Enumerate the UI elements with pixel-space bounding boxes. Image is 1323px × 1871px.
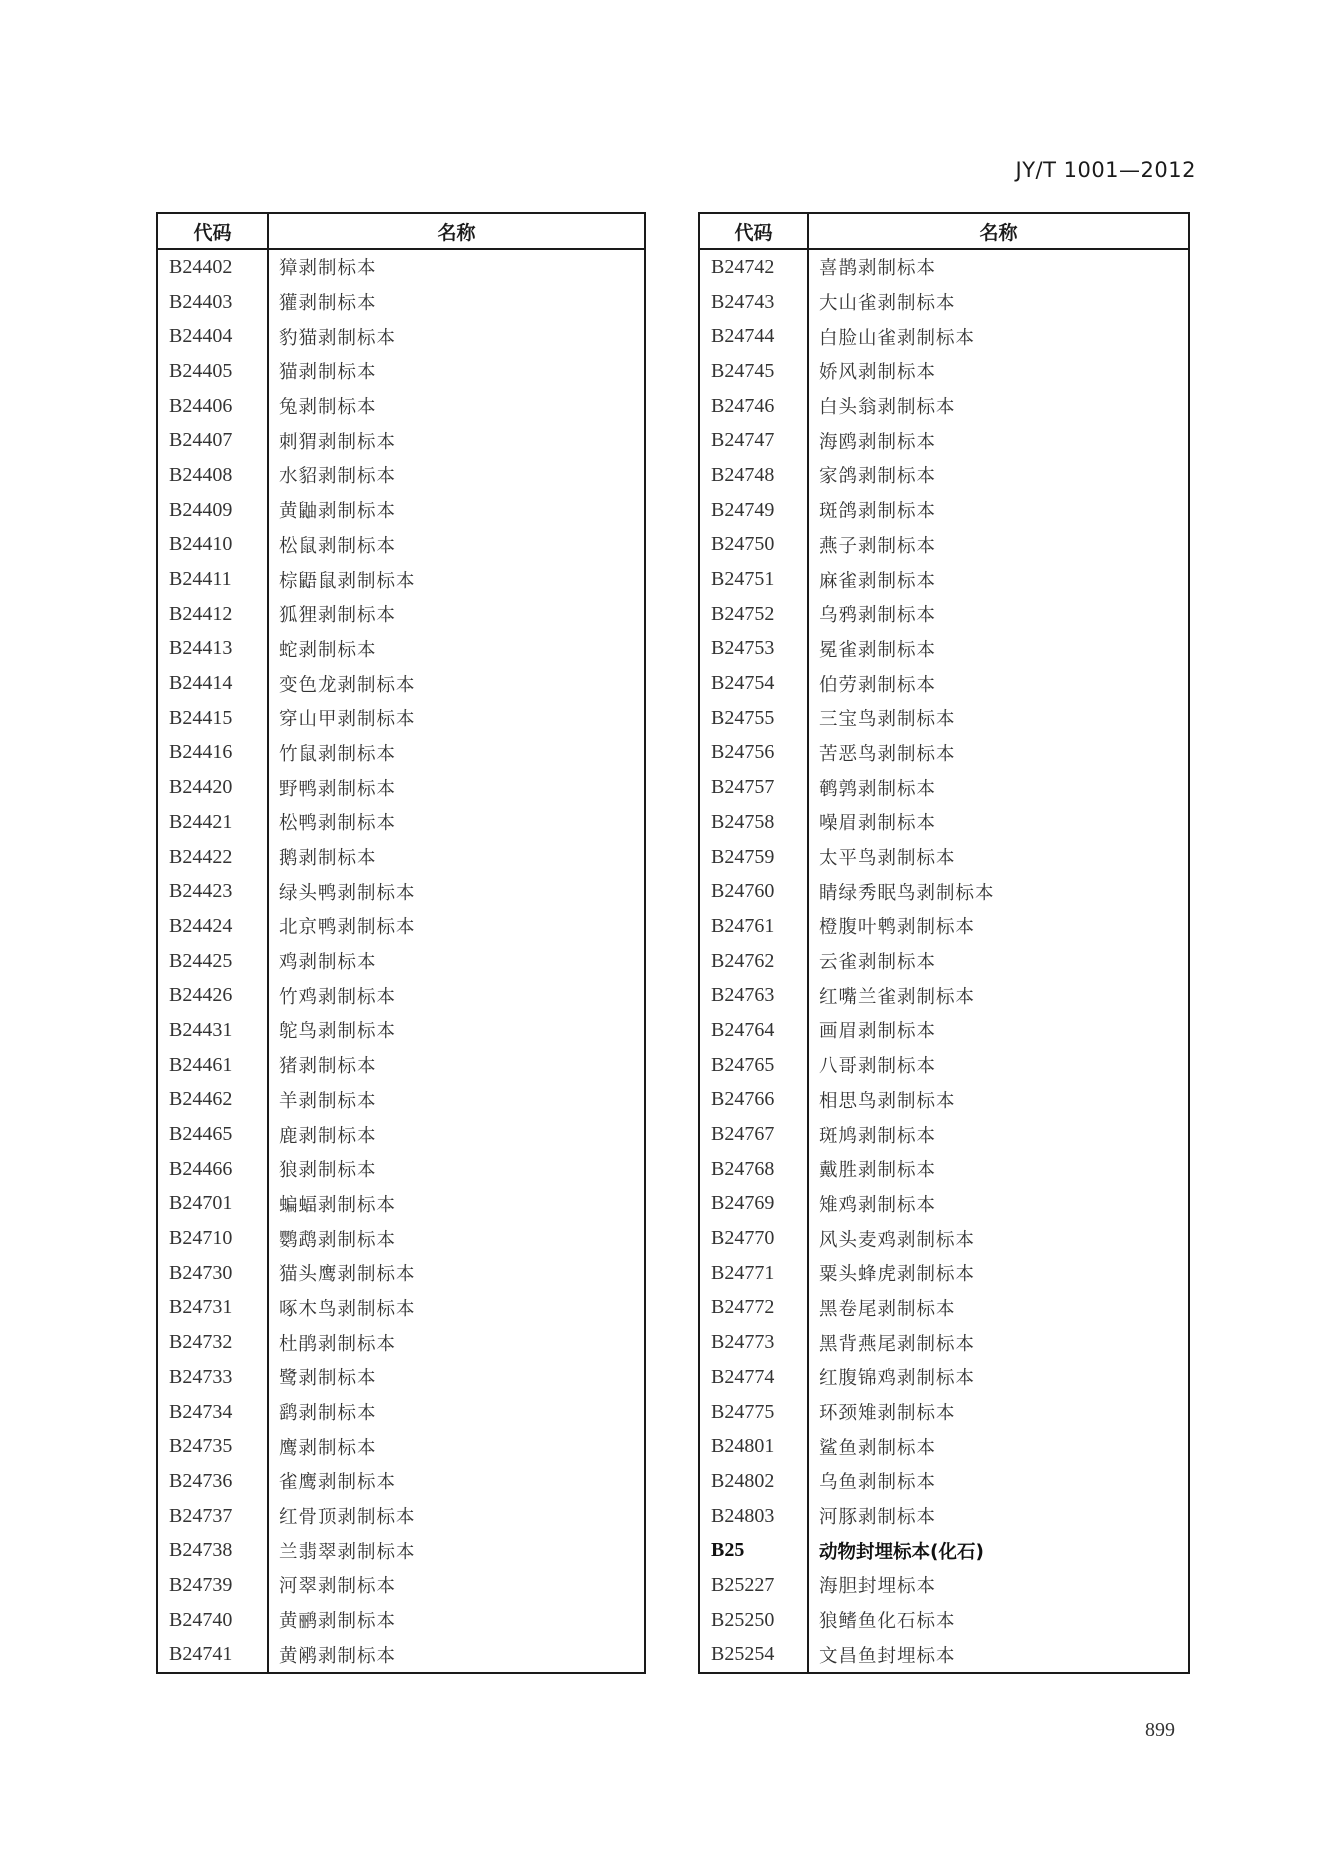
cell-name: 文昌鱼封埋标本 bbox=[819, 1645, 956, 1667]
cell-code: B24740 bbox=[157, 1603, 268, 1638]
cell-code: B24757 bbox=[699, 770, 808, 805]
table-row bbox=[157, 909, 645, 944]
cell-code: B24462 bbox=[157, 1083, 268, 1118]
cell-code: B25250 bbox=[699, 1603, 808, 1638]
table-row bbox=[699, 666, 1189, 701]
table-row bbox=[157, 528, 645, 563]
cell-name: 猫头鹰剥制标本 bbox=[279, 1264, 416, 1286]
cell-code: B24747 bbox=[699, 423, 808, 458]
table-row bbox=[699, 1221, 1189, 1256]
cell-code: B24416 bbox=[157, 736, 268, 771]
cell-code: B24760 bbox=[699, 874, 808, 909]
table-row bbox=[699, 458, 1189, 493]
cell-code: B24802 bbox=[699, 1464, 808, 1499]
table-row bbox=[699, 805, 1189, 840]
table-row bbox=[157, 1568, 645, 1603]
cell-name: 燕子剥制标本 bbox=[819, 535, 937, 557]
table-row bbox=[699, 632, 1189, 667]
cell-name: 麻雀剥制标本 bbox=[819, 570, 937, 592]
cell-name: 喜鹊剥制标本 bbox=[819, 258, 937, 280]
cell-name: 斑鸠剥制标本 bbox=[819, 1125, 937, 1147]
table-row bbox=[699, 1325, 1189, 1360]
cell-code: B24766 bbox=[699, 1083, 808, 1118]
cell-name: 红嘴兰雀剥制标本 bbox=[819, 986, 976, 1008]
table-row bbox=[157, 874, 645, 909]
cell-name: 三宝鸟剥制标本 bbox=[819, 709, 956, 731]
table-row bbox=[157, 458, 645, 493]
table-row bbox=[157, 978, 645, 1013]
cell-code: B24751 bbox=[699, 562, 808, 597]
cell-name: 伯劳剥制标本 bbox=[819, 674, 937, 696]
table-row bbox=[157, 597, 645, 632]
cell-name: 啄木鸟剥制标本 bbox=[279, 1298, 416, 1320]
cell-name: 河豚剥制标本 bbox=[819, 1507, 937, 1529]
cell-code: B24769 bbox=[699, 1187, 808, 1222]
table-row bbox=[157, 1638, 645, 1674]
cell-name: 雀鹰剥制标本 bbox=[279, 1472, 397, 1494]
cell-code: B24742 bbox=[699, 249, 808, 285]
page-number: 899 bbox=[1145, 1719, 1175, 1741]
cell-code: B24408 bbox=[157, 458, 268, 493]
cell-name: 苦恶鸟剥制标本 bbox=[819, 743, 956, 765]
cell-code: B24735 bbox=[157, 1429, 268, 1464]
cell-name: 大山雀剥制标本 bbox=[819, 293, 956, 315]
cell-name: 斑鸽剥制标本 bbox=[819, 501, 937, 523]
cell-code: B24755 bbox=[699, 701, 808, 736]
cell-code: B24420 bbox=[157, 770, 268, 805]
cell-code: B25227 bbox=[699, 1568, 808, 1603]
table-row bbox=[699, 1429, 1189, 1464]
cell-code: B25254 bbox=[699, 1638, 808, 1674]
table-row bbox=[157, 1048, 645, 1083]
cell-code: B24734 bbox=[157, 1395, 268, 1430]
table-row bbox=[699, 1048, 1189, 1083]
table-row bbox=[157, 423, 645, 458]
table-row bbox=[699, 319, 1189, 354]
cell-code: B24426 bbox=[157, 978, 268, 1013]
column-header-name: 名称 bbox=[268, 213, 645, 249]
cell-name: 黑卷尾剥制标本 bbox=[819, 1298, 956, 1320]
table-row bbox=[157, 1221, 645, 1256]
table-row bbox=[699, 1187, 1189, 1222]
table-row bbox=[157, 1291, 645, 1326]
cell-name: 河翠剥制标本 bbox=[279, 1576, 397, 1598]
cell-code: B24767 bbox=[699, 1117, 808, 1152]
cell-code: B24759 bbox=[699, 840, 808, 875]
cell-code: B24750 bbox=[699, 528, 808, 563]
cell-code: B24461 bbox=[157, 1048, 268, 1083]
cell-code: B24765 bbox=[699, 1048, 808, 1083]
cell-code: B24738 bbox=[157, 1533, 268, 1568]
cell-name: 冕雀剥制标本 bbox=[819, 639, 937, 661]
cell-name: 红腹锦鸡剥制标本 bbox=[819, 1368, 976, 1390]
cell-name: 竹鼠剥制标本 bbox=[279, 743, 397, 765]
table-row bbox=[699, 874, 1189, 909]
cell-name: 竹鸡剥制标本 bbox=[279, 986, 397, 1008]
cell-name: 野鸭剥制标本 bbox=[279, 778, 397, 800]
table-row bbox=[157, 493, 645, 528]
column-header-code: 代码 bbox=[157, 213, 268, 249]
cell-code: B24773 bbox=[699, 1325, 808, 1360]
cell-code: B24743 bbox=[699, 285, 808, 320]
cell-code: B24425 bbox=[157, 944, 268, 979]
table-row bbox=[699, 978, 1189, 1013]
cell-code: B24413 bbox=[157, 632, 268, 667]
cell-code: B24406 bbox=[157, 389, 268, 424]
cell-name: 家鸽剥制标本 bbox=[819, 466, 937, 488]
cell-code: B24415 bbox=[157, 701, 268, 736]
cell-code: B24763 bbox=[699, 978, 808, 1013]
column-header-name: 名称 bbox=[808, 213, 1189, 249]
table-row bbox=[157, 770, 645, 805]
cell-code: B24746 bbox=[699, 389, 808, 424]
cell-code: B24730 bbox=[157, 1256, 268, 1291]
cell-name: 蛇剥制标本 bbox=[279, 639, 377, 661]
table-row bbox=[699, 423, 1189, 458]
cell-name: 白脸山雀剥制标本 bbox=[819, 327, 976, 349]
cell-code: B24422 bbox=[157, 840, 268, 875]
table-row bbox=[157, 319, 645, 354]
table-row bbox=[699, 736, 1189, 771]
cell-code: B24748 bbox=[699, 458, 808, 493]
table-row bbox=[157, 1429, 645, 1464]
cell-code: B24772 bbox=[699, 1291, 808, 1326]
table-row bbox=[699, 1464, 1189, 1499]
cell-code: B24732 bbox=[157, 1325, 268, 1360]
table-row bbox=[157, 1013, 645, 1048]
table-row bbox=[699, 285, 1189, 320]
cell-code: B25 bbox=[699, 1533, 808, 1568]
table-row bbox=[699, 1360, 1189, 1395]
standard-code-header: JY/T 1001—2012 bbox=[1015, 158, 1196, 182]
cell-code: B24701 bbox=[157, 1187, 268, 1222]
cell-name: 狼剥制标本 bbox=[279, 1160, 377, 1182]
cell-name: 鸵鸟剥制标本 bbox=[279, 1021, 397, 1043]
cell-code: B24414 bbox=[157, 666, 268, 701]
cell-code: B24771 bbox=[699, 1256, 808, 1291]
cell-name: 绿头鸭剥制标本 bbox=[279, 882, 416, 904]
cell-name: 杜鹃剥制标本 bbox=[279, 1333, 397, 1355]
cell-code: B24731 bbox=[157, 1291, 268, 1326]
table-row bbox=[699, 528, 1189, 563]
cell-code: B24803 bbox=[699, 1499, 808, 1534]
cell-code: B24761 bbox=[699, 909, 808, 944]
cell-name: 松鸭剥制标本 bbox=[279, 813, 397, 835]
cell-name: 白头翁剥制标本 bbox=[819, 397, 956, 419]
cell-code: B24465 bbox=[157, 1117, 268, 1152]
cell-name: 海胆封埋标本 bbox=[819, 1576, 937, 1598]
cell-name: 鹞剥制标本 bbox=[279, 1403, 377, 1425]
cell-name: 棕鼯鼠剥制标本 bbox=[279, 570, 416, 592]
table-row bbox=[157, 1083, 645, 1118]
cell-name: 噪眉剥制标本 bbox=[819, 813, 937, 835]
table-row bbox=[699, 840, 1189, 875]
cell-name: 鹅剥制标本 bbox=[279, 848, 377, 870]
table-row bbox=[157, 1395, 645, 1430]
cell-code: B24774 bbox=[699, 1360, 808, 1395]
cell-code: B24762 bbox=[699, 944, 808, 979]
table-row bbox=[157, 840, 645, 875]
cell-code: B24423 bbox=[157, 874, 268, 909]
table-row bbox=[699, 1638, 1189, 1674]
cell-code: B24744 bbox=[699, 319, 808, 354]
cell-name: 猪剥制标本 bbox=[279, 1056, 377, 1078]
table-row bbox=[157, 562, 645, 597]
table-row bbox=[157, 701, 645, 736]
cell-name: 太平鸟剥制标本 bbox=[819, 848, 956, 870]
cell-name: 黑背燕尾剥制标本 bbox=[819, 1333, 976, 1355]
cell-code: B24752 bbox=[699, 597, 808, 632]
cell-name: 獐剥制标本 bbox=[279, 258, 377, 280]
cell-code: B24801 bbox=[699, 1429, 808, 1464]
cell-code: B24405 bbox=[157, 354, 268, 389]
cell-name: 环颈雉剥制标本 bbox=[819, 1403, 956, 1425]
table-row bbox=[699, 1395, 1189, 1430]
code-table-right bbox=[698, 212, 1190, 1674]
cell-code: B24733 bbox=[157, 1360, 268, 1395]
cell-name: 鹭剥制标本 bbox=[279, 1368, 377, 1390]
table-row bbox=[157, 1256, 645, 1291]
table-row bbox=[699, 909, 1189, 944]
cell-name: 豹猫剥制标本 bbox=[279, 327, 397, 349]
cell-name: 猫剥制标本 bbox=[279, 362, 377, 384]
cell-name: 乌鱼剥制标本 bbox=[819, 1472, 937, 1494]
table-row bbox=[699, 770, 1189, 805]
cell-code: B24710 bbox=[157, 1221, 268, 1256]
table-row bbox=[699, 1083, 1189, 1118]
table-row bbox=[699, 249, 1189, 285]
cell-name: 穿山甲剥制标本 bbox=[279, 709, 416, 731]
cell-name: 蝙蝠剥制标本 bbox=[279, 1194, 397, 1216]
cell-name: 娇风剥制标本 bbox=[819, 362, 937, 384]
cell-name: 獾剥制标本 bbox=[279, 293, 377, 315]
table-row bbox=[157, 1360, 645, 1395]
cell-code: B24411 bbox=[157, 562, 268, 597]
table-row bbox=[157, 354, 645, 389]
cell-code: B24739 bbox=[157, 1568, 268, 1603]
table-row bbox=[157, 1187, 645, 1222]
cell-name: 黄鼬剥制标本 bbox=[279, 501, 397, 523]
cell-code: B24745 bbox=[699, 354, 808, 389]
table-row bbox=[157, 1152, 645, 1187]
cell-name: 风头麦鸡剥制标本 bbox=[819, 1229, 976, 1251]
cell-name: 粟头蜂虎剥制标本 bbox=[819, 1264, 976, 1286]
cell-name: 黄鹇剥制标本 bbox=[279, 1645, 397, 1667]
cell-name: 画眉剥制标本 bbox=[819, 1021, 937, 1043]
cell-name: 云雀剥制标本 bbox=[819, 952, 937, 974]
table-row bbox=[157, 1603, 645, 1638]
cell-code: B24758 bbox=[699, 805, 808, 840]
cell-code: B24756 bbox=[699, 736, 808, 771]
column-header-code: 代码 bbox=[699, 213, 808, 249]
cell-code: B24403 bbox=[157, 285, 268, 320]
table-row bbox=[699, 597, 1189, 632]
cell-code: B24410 bbox=[157, 528, 268, 563]
cell-code: B24736 bbox=[157, 1464, 268, 1499]
cell-code: B24754 bbox=[699, 666, 808, 701]
cell-code: B24424 bbox=[157, 909, 268, 944]
table-row bbox=[699, 701, 1189, 736]
cell-name: 兔剥制标本 bbox=[279, 397, 377, 419]
cell-name: 红骨顶剥制标本 bbox=[279, 1507, 416, 1529]
table-row bbox=[699, 1603, 1189, 1638]
cell-code: B24768 bbox=[699, 1152, 808, 1187]
cell-name: 鸡剥制标本 bbox=[279, 952, 377, 974]
table-row bbox=[157, 1499, 645, 1534]
cell-code: B24775 bbox=[699, 1395, 808, 1430]
cell-name: 相思鸟剥制标本 bbox=[819, 1090, 956, 1112]
table-row bbox=[699, 562, 1189, 597]
table-row bbox=[157, 666, 645, 701]
cell-name: 狐狸剥制标本 bbox=[279, 605, 397, 627]
table-row bbox=[157, 389, 645, 424]
table-row bbox=[157, 632, 645, 667]
table-row bbox=[157, 944, 645, 979]
cell-name: 鹌鹑剥制标本 bbox=[819, 778, 937, 800]
table-row bbox=[699, 354, 1189, 389]
table-row bbox=[699, 1152, 1189, 1187]
cell-code: B24431 bbox=[157, 1013, 268, 1048]
cell-name: 八哥剥制标本 bbox=[819, 1056, 937, 1078]
cell-name: 戴胜剥制标本 bbox=[819, 1160, 937, 1182]
table-row bbox=[699, 493, 1189, 528]
table-row bbox=[699, 1291, 1189, 1326]
cell-code: B24409 bbox=[157, 493, 268, 528]
table-header-row bbox=[157, 213, 645, 249]
cell-name: 橙腹叶鹎剥制标本 bbox=[819, 917, 976, 939]
cell-name: 松鼠剥制标本 bbox=[279, 535, 397, 557]
table-row bbox=[157, 736, 645, 771]
cell-code: B24741 bbox=[157, 1638, 268, 1674]
table-row bbox=[157, 249, 645, 285]
table-row bbox=[699, 944, 1189, 979]
cell-name: 鹰剥制标本 bbox=[279, 1437, 377, 1459]
cell-code: B24770 bbox=[699, 1221, 808, 1256]
table-row bbox=[699, 1533, 1189, 1568]
table-row bbox=[157, 1464, 645, 1499]
cell-name: 兰翡翠剥制标本 bbox=[279, 1541, 416, 1563]
table-row bbox=[157, 1533, 645, 1568]
cell-name: 水貂剥制标本 bbox=[279, 466, 397, 488]
cell-code: B24466 bbox=[157, 1152, 268, 1187]
cell-name: 狼鳍鱼化石标本 bbox=[819, 1611, 956, 1633]
code-table-left bbox=[156, 212, 646, 1674]
cell-name: 北京鸭剥制标本 bbox=[279, 917, 416, 939]
cell-code: B24407 bbox=[157, 423, 268, 458]
cell-name: 鹿剥制标本 bbox=[279, 1125, 377, 1147]
cell-name: 雉鸡剥制标本 bbox=[819, 1194, 937, 1216]
cell-name: 睛绿秀眠鸟剥制标本 bbox=[819, 882, 995, 904]
cell-code: B24749 bbox=[699, 493, 808, 528]
cell-name: 变色龙剥制标本 bbox=[279, 674, 416, 696]
cell-code: B24737 bbox=[157, 1499, 268, 1534]
cell-code: B24402 bbox=[157, 249, 268, 285]
cell-code: B24421 bbox=[157, 805, 268, 840]
cell-name: 海鸥剥制标本 bbox=[819, 431, 937, 453]
cell-name: 鲨鱼剥制标本 bbox=[819, 1437, 937, 1459]
table-row bbox=[699, 1568, 1189, 1603]
cell-code: B24764 bbox=[699, 1013, 808, 1048]
table-row bbox=[699, 1499, 1189, 1534]
cell-code: B24404 bbox=[157, 319, 268, 354]
table-row bbox=[699, 1256, 1189, 1291]
cell-name: 乌鸦剥制标本 bbox=[819, 605, 937, 627]
table-row bbox=[157, 805, 645, 840]
cell-name: 黄鹂剥制标本 bbox=[279, 1611, 397, 1633]
cell-name: 鹦鹉剥制标本 bbox=[279, 1229, 397, 1251]
cell-code: B24753 bbox=[699, 632, 808, 667]
cell-name: 动物封埋标本(化石) bbox=[819, 1541, 984, 1563]
table-row bbox=[699, 1117, 1189, 1152]
table-row bbox=[699, 1013, 1189, 1048]
cell-code: B24412 bbox=[157, 597, 268, 632]
cell-name: 羊剥制标本 bbox=[279, 1090, 377, 1112]
table-row bbox=[157, 285, 645, 320]
table-row bbox=[157, 1117, 645, 1152]
table-header-row bbox=[699, 213, 1189, 249]
cell-name: 刺猬剥制标本 bbox=[279, 431, 397, 453]
table-row bbox=[157, 1325, 645, 1360]
table-row bbox=[699, 389, 1189, 424]
